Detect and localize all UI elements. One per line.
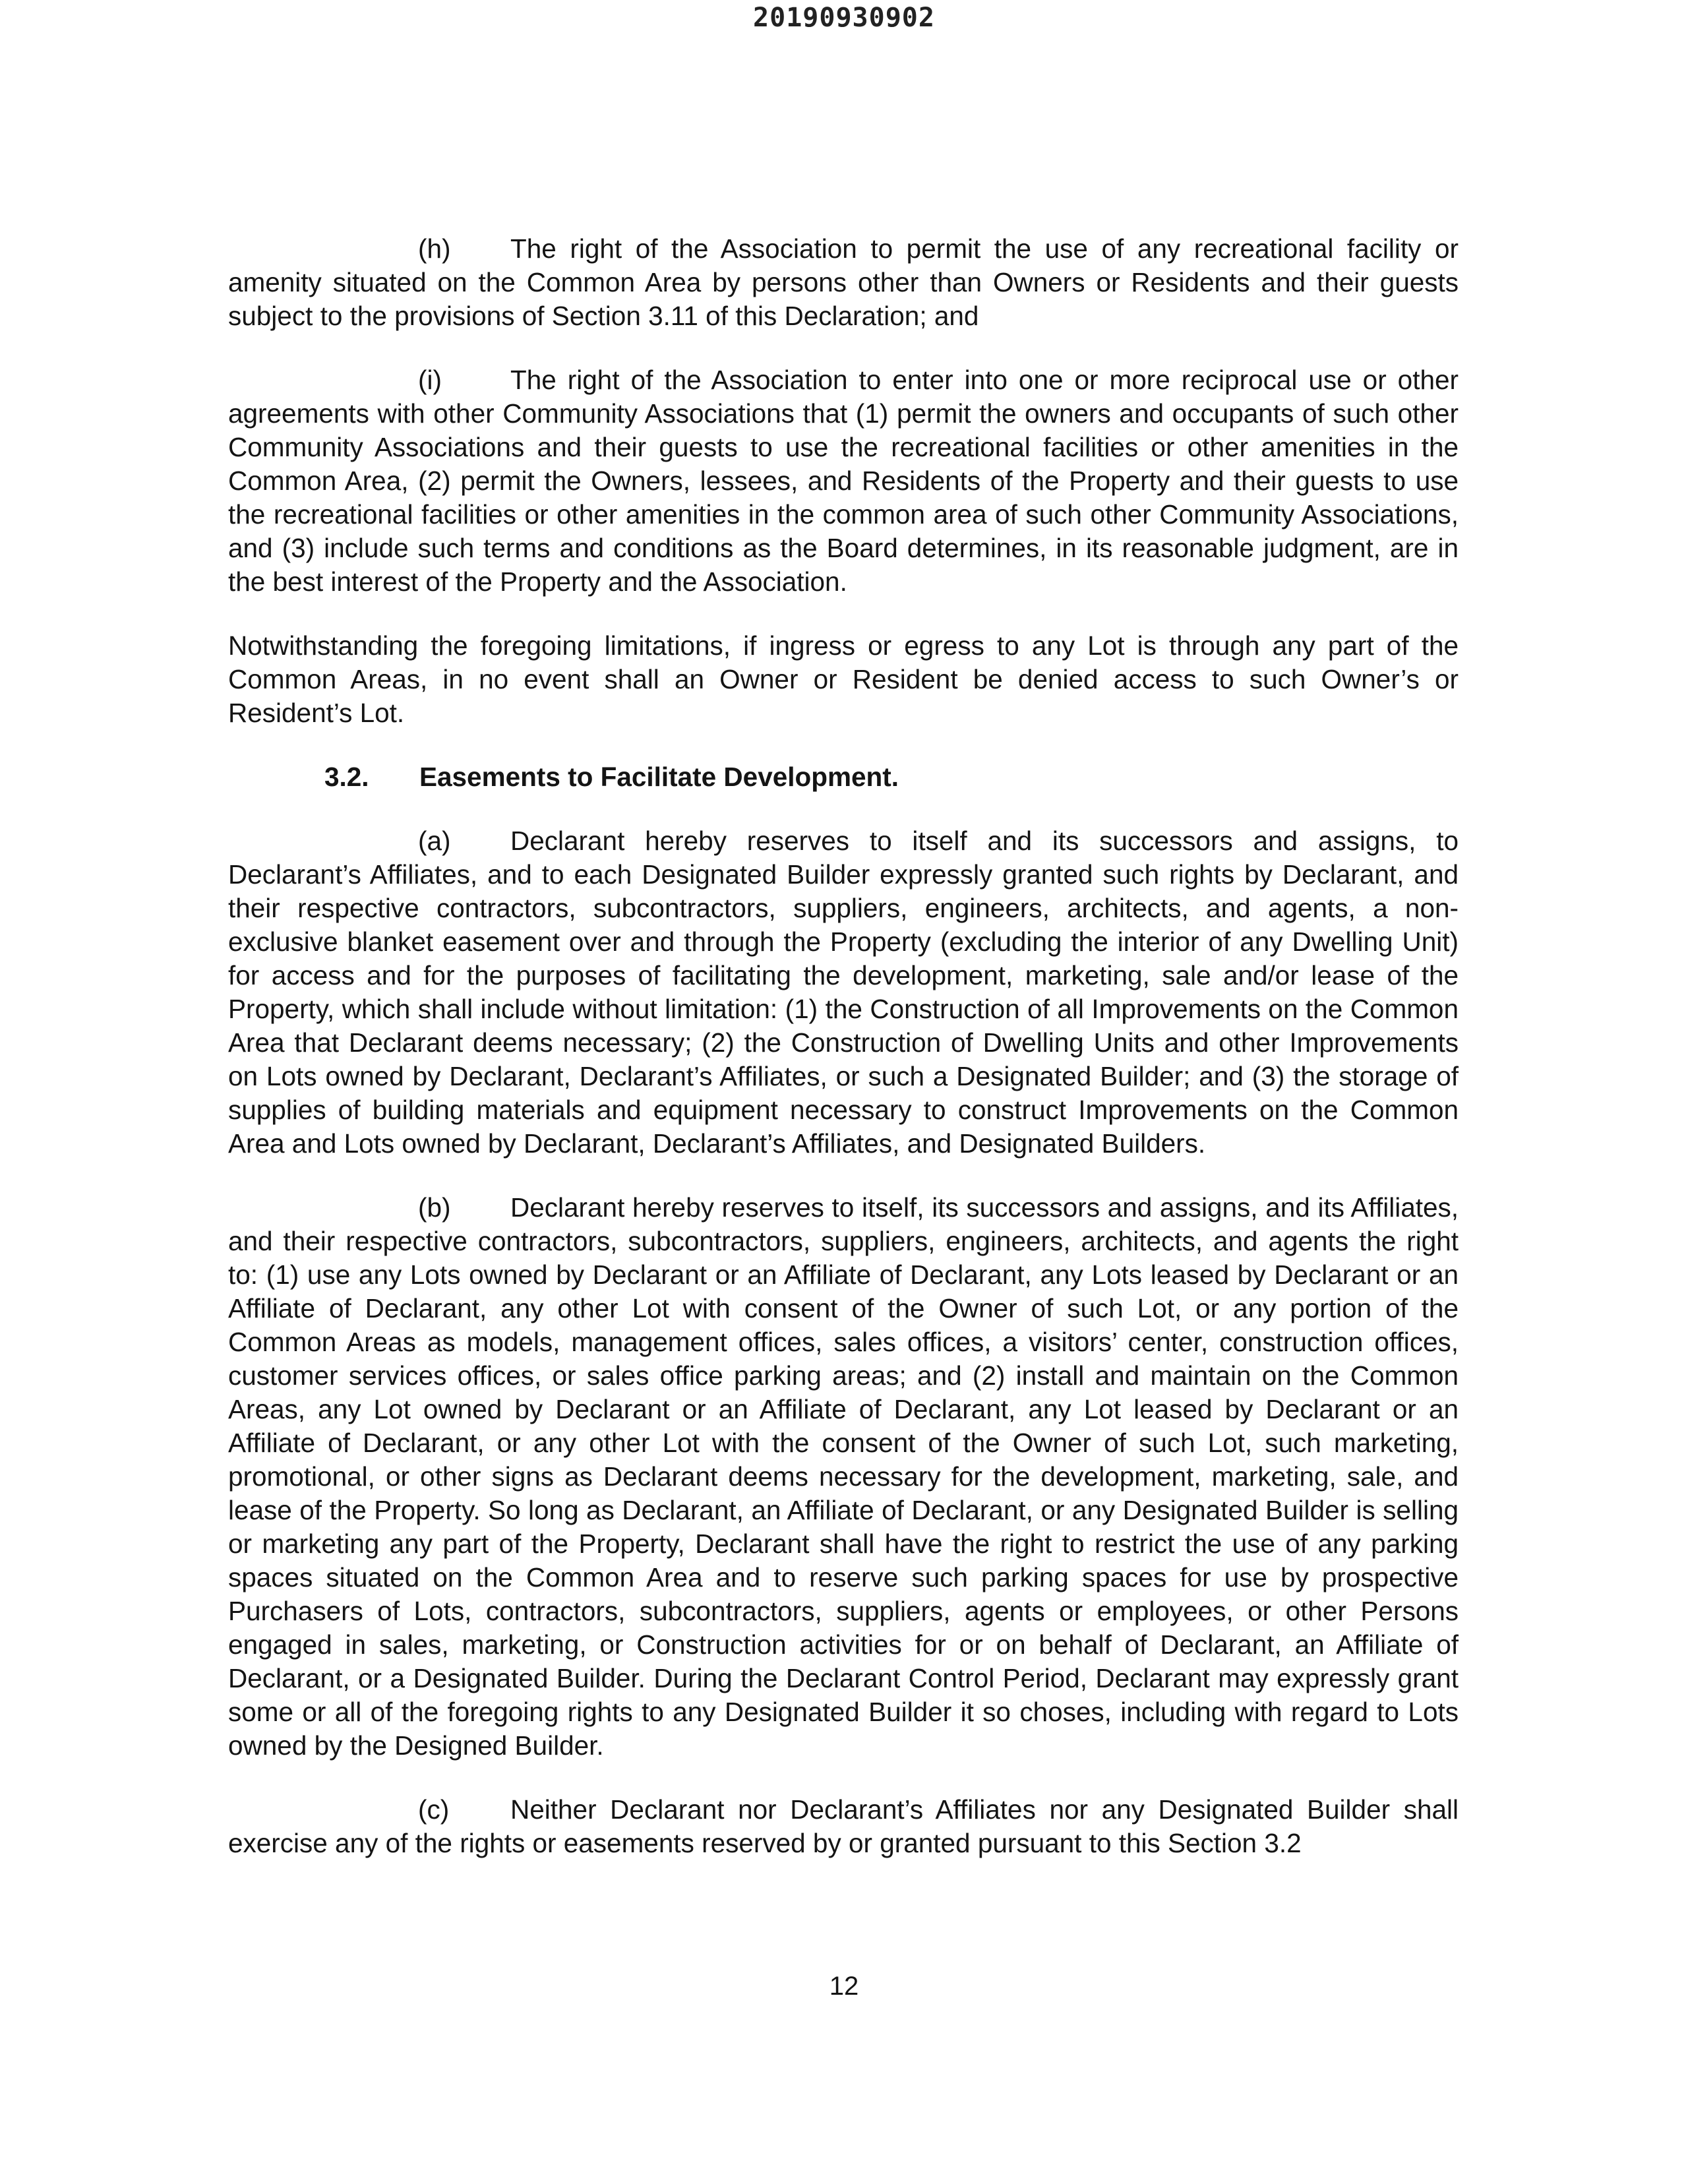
section-title: Easements to Facilitate Development. <box>419 762 899 792</box>
document-number: 20190930902 <box>753 3 935 33</box>
subsection-label: (c) <box>418 1794 450 1825</box>
paragraph-label: (i) <box>418 365 442 395</box>
paragraph-text: The right of the Association to enter into one or more reciprocal use or other agreements with other Community Associations that (1) permit the owners and occupants of such other Community Associations and their guests to use the recreational facilities or other amenities in the Common Area, (2) permit the Owners, lessees, and Residents of the Property and their guests to use the recreational facilities or other amenities in the common area of such other Community Associations, and (3) include such terms and conditions as the Board determines, in its reasonable judgment, are in the best interest of the Property and the Association. <box>228 365 1459 597</box>
subsection-label: (a) <box>418 826 451 856</box>
subsection-c <box>228 1793 1459 1860</box>
document-body <box>228 232 1459 1891</box>
paragraph-i <box>228 363 1459 599</box>
paragraph-label: (h) <box>418 233 451 264</box>
subsection-b <box>228 1191 1459 1763</box>
subsection-a <box>228 824 1459 1161</box>
subsection-label: (b) <box>418 1192 451 1223</box>
page-number: 12 <box>829 1972 859 2001</box>
section-number: 3.2. <box>324 762 369 792</box>
subsection-text: Declarant hereby reserves to itself and its successors and assigns, to Declarant’s Affiliates, and to each Designated Builder expressly granted such rights by Declarant, and their respective contractors, subcontractors, suppliers, engineers, architects, and agents, a non-exclusive blanket easement over and through the Property (excluding the interior of any Dwelling Unit) for access and for the purposes of facilitating the development, marketing, sale and/or lease of the Property, which shall include without limitation: (1) the Construction of all Improvements on the Common Area that Declarant deems necessary; (2) the Construction of Dwelling Units and other Improvements on Lots owned by Declarant, Declarant’s Affiliates, or such a Designated Builder; and (3) the storage of supplies of building materials and equipment necessary to construct Improvements on the Common Area and Lots owned by Declarant, Declarant’s Affiliates, and Designated Builders. <box>228 826 1459 1159</box>
section-heading <box>228 760 1459 794</box>
paragraph-text: The right of the Association to permit the use of any recreational facility or amenity situated on the Common Area by persons other than Owners or Residents and their guests subject to the provisions of Section 3.11 of this Declaration; and <box>228 233 1459 331</box>
subsection-text: Neither Declarant nor Declarant’s Affiliates nor any Designated Builder shall exercise any of the rights or easements reserved by or granted pursuant to this Section 3.2 <box>228 1794 1459 1858</box>
paragraph-h <box>228 232 1459 333</box>
subsection-text: Declarant hereby reserves to itself, its successors and assigns, and its Affiliates, and their respective contractors, subcontractors, suppliers, engineers, architects, and agents the right to: (1) use any Lots owned by Declarant or an Affiliate of Declarant, any Lots leased by Declarant or an Affiliate of Declarant, any other Lot with consent of the Owner of such Lot, or any portion of the Common Areas as models, management offices, sales offices, a visitors’ center, construction offices, customer services offices, or sales office parking areas; and (2) install and maintain on the Common Areas, any Lot owned by Declarant or an Affiliate of Declarant, any Lot leased by Declarant or an Affiliate of Declarant, or any other Lot with the consent of the Owner of such Lot, such marketing, promotional, or other signs as Declarant deems necessary for the development, marketing, sale, and lease of the Property. So long as Declarant, an Affiliate of Declarant, or any Designated Builder is selling or marketing any part of the Property, Declarant shall have the right to restrict the use of any parking spaces situated on the Common Area and to reserve such parking spaces for use by prospective Purchasers of Lots, contractors, subcontractors, suppliers, agents or employees, or other Persons engaged in sales, marketing, or Construction activities for or on behalf of Declarant, an Affiliate of Declarant, or a Designated Builder. During the Declarant Control Period, Declarant may expressly grant some or all of the foregoing rights to any Designated Builder it so choses, including with regard to Lots owned by the Designed Builder. <box>228 1192 1459 1761</box>
notwithstanding-paragraph: Notwithstanding the foregoing limitations, if ingress or egress to any Lot is through any part of the Common Areas, in no event shall an Owner or Resident be denied access to such Owner’s or Resident’s Lot. <box>228 630 1459 728</box>
